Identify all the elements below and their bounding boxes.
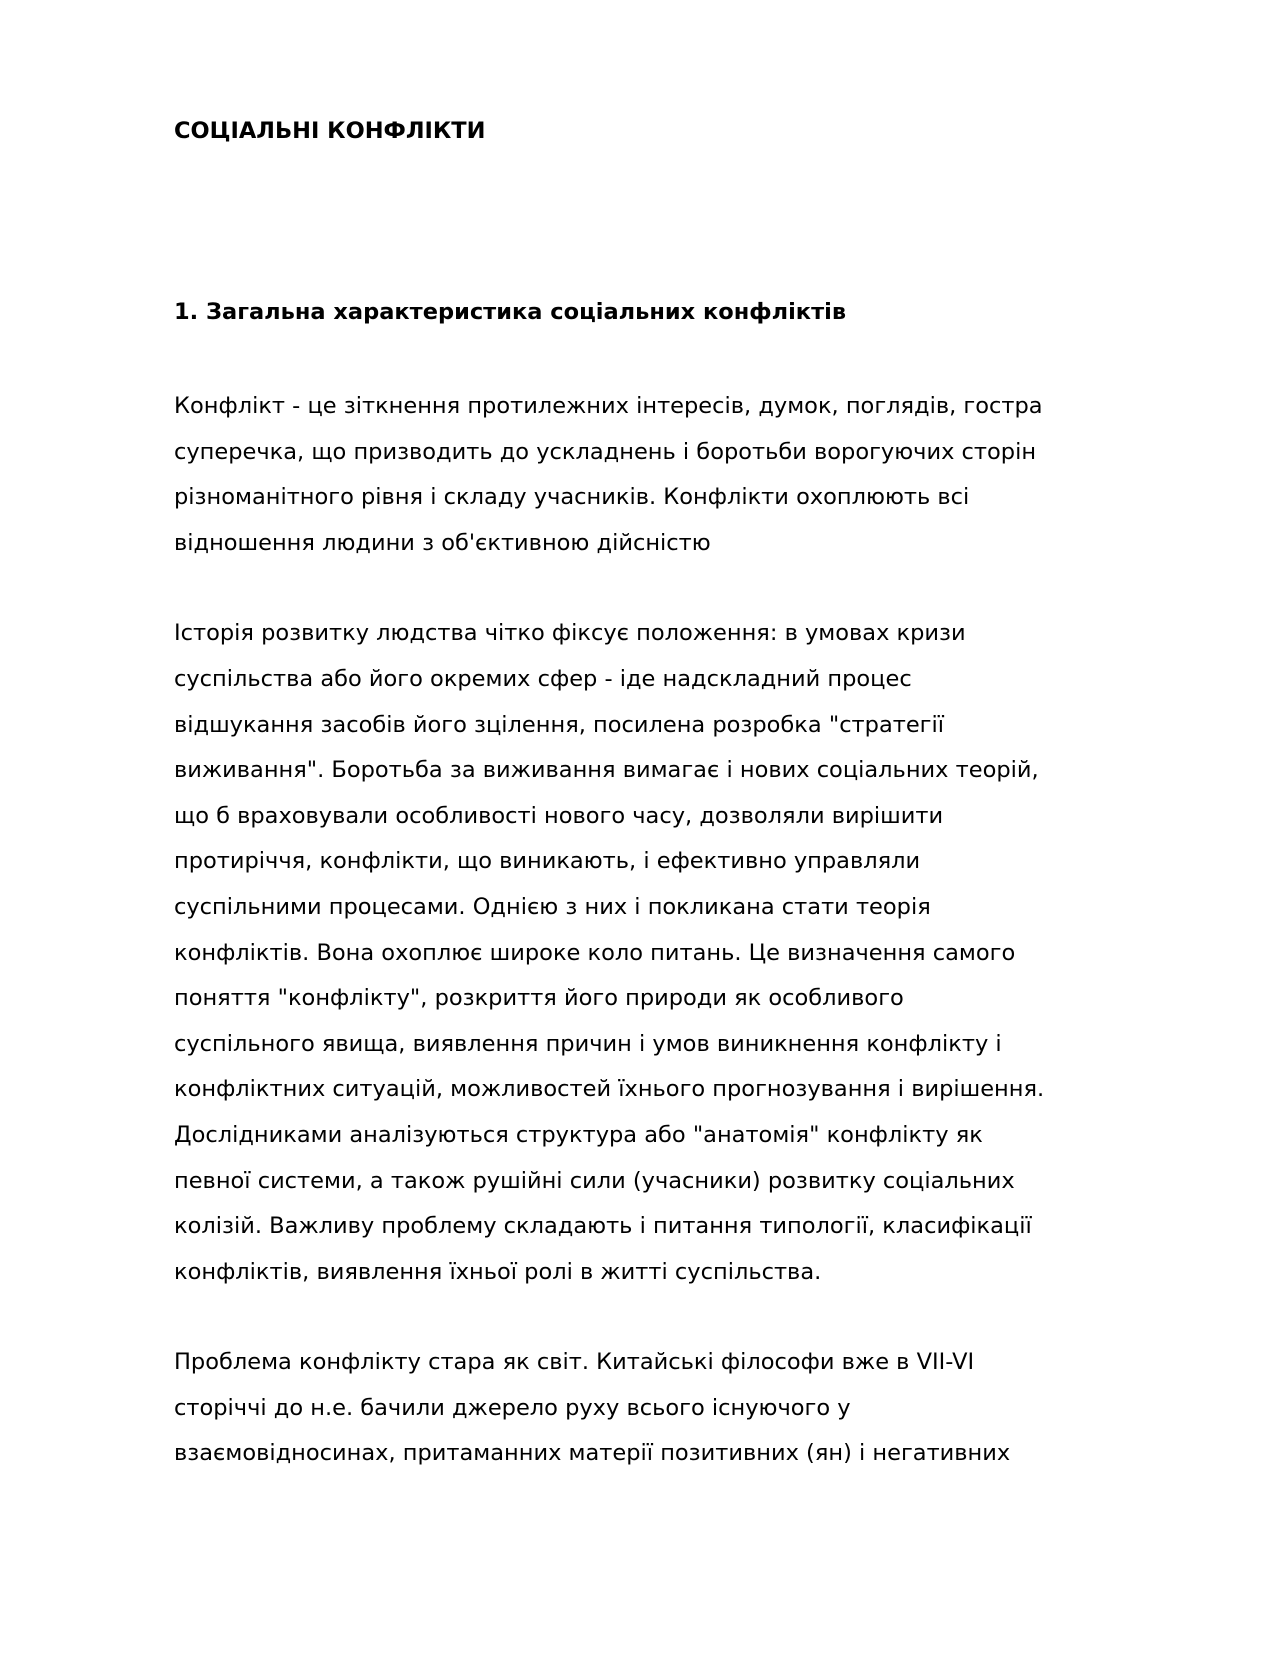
text-line: взаємовідносинах, притаманних матерії позитивних (ян) і негативних [174,1440,1011,1467]
text-line: протиріччя, конфлікти, що виникають, і ефективно управляли [174,848,921,875]
text-line: суспільства або його окремих сфер - іде надскладний процес [174,665,912,692]
text-line: суспільного явища, виявлення причин і умов виникнення конфлікту і [174,1030,1002,1057]
text-line: конфліктів, виявлення їхньої ролі в житті суспільства. [174,1258,822,1285]
text-line: Конфлікт - це зіткнення протилежних інтересів, думок, поглядів, гостра [174,393,1043,419]
text-line: відношення людини з об'єктивною дійсністю [174,529,711,556]
text-line: конфліктів. Вона охоплює широке коло питань. Це визначення самого [174,939,1016,966]
document-title: СОЦІАЛЬНІ КОНФЛІКТИ [174,118,486,144]
paragraph-history [174,611,1184,1295]
text-line: суспільними процесами. Однією з них і покликана стати теорія [174,893,931,920]
section-heading: 1. Загальна характеристика соціальних конфліктів [174,299,847,325]
document-content [174,114,1184,1477]
paragraph-definition [174,384,1184,566]
text-line: сторіччі до н.е. бачили джерело руху всього існуючого у [174,1394,851,1421]
text-line: поняття "конфлікту", розкриття його природи як особливого [174,985,904,1012]
text-line: конфліктних ситуацій, можливостей їхнього прогнозування і вирішення. [174,1076,1045,1103]
text-line: виживання". Боротьба за виживання вимагає і нових соціальних теорій, [174,757,1039,784]
paragraph-origins [174,1340,1184,1477]
text-line: різноманітного рівня і складу учасників. Конфлікти охоплюють всі [174,484,970,511]
text-line: Історія розвитку людства чітко фіксує положення: в умовах кризи [174,620,966,647]
text-line: що б враховували особливості нового часу, дозволяли вирішити [174,802,944,829]
text-line: відшукання засобів його зцілення, посилена розробка "стратегії [174,711,945,738]
text-line: Дослідниками аналізуються структура або "анатомія" конфлікту як [174,1121,983,1148]
text-line: суперечка, що призводить до ускладнень і боротьби ворогуючих сторін [174,438,1037,465]
text-line: Проблема конфлікту стара як світ. Китайські філософи вже в VII-VI [174,1349,975,1376]
text-line: колізій. Важливу проблему складають і питання типології, класифікації [174,1213,1032,1240]
text-line: певної системи, а також рушійні сили (учасники) розвитку соціальних [174,1167,1015,1194]
